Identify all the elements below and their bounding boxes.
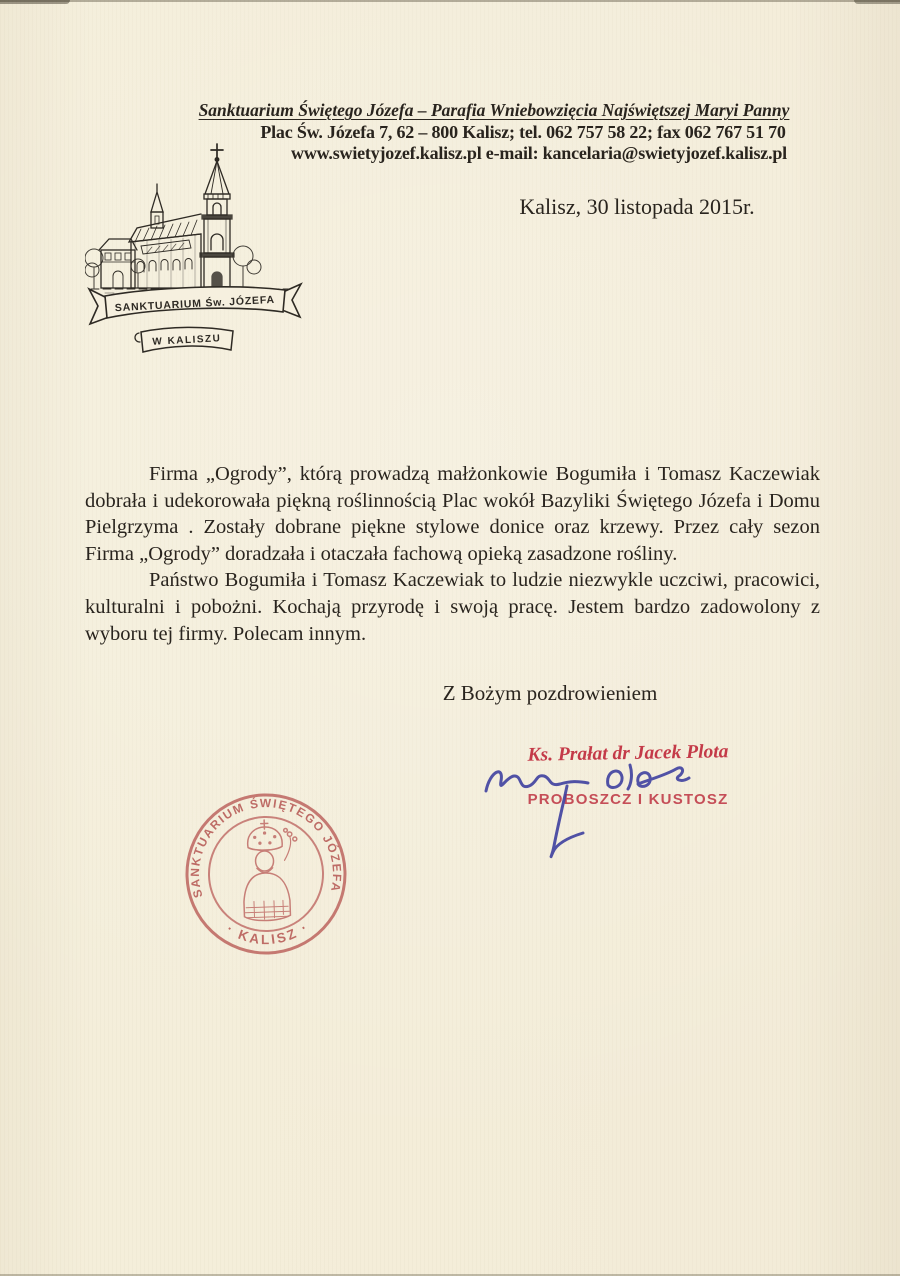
paragraph-2: Państwo Bogumiła i Tomasz Kaczewiak to ludzie niezwykle uczciwi, pracowici, kulturalni i pobożni. Kochają przyrodę i swoją pracę. Jestem bardzo zadowolony z wyboru tej firmy. Polecam innym.	[85, 569, 820, 645]
letterhead-address-phone: Plac Św. Józefa 7, 62 – 800 Kalisz; tel. 062 757 58 22; fax 062 767 51 70	[260, 121, 786, 142]
seal-saint-joseph-figure	[241, 819, 299, 921]
seal-arc-text: SANKTUARIUM ŚWIĘTEGO JÓZEFA	[187, 796, 345, 900]
signer-name-stamp: Ks. Prałat dr Jacek Plota	[527, 741, 729, 766]
handwritten-signature	[470, 753, 730, 871]
scan-artifact	[854, 0, 900, 4]
parish-seal-stamp	[181, 789, 351, 959]
paragraph-1: Firma „Ogrody”, którą prowadzą małżonkowie Bogumiła i Tomasz Kaczewiak dobrała i udekorowała piękną roślinnością Plac wokół Bazyliki Świętego Józefa i Domu Pielgrzyma . Zostały dobrane piękne stylowe donice oraz krzewy. Przez cały sezon Firma „Ogrody” doradzała i otaczała fachową opieką zasadzone rośliny.	[85, 463, 820, 565]
signature-ink-strokes	[486, 765, 689, 857]
signer-title-stamp: PROBOSZCZ I KUSTOSZ	[527, 791, 729, 808]
letterhead-web-email: www.swietyjozef.kalisz.pl e-mail: kancelaria@swietyjozef.kalisz.pl	[291, 143, 787, 163]
seal-bottom-text: · KALISZ ·	[224, 918, 312, 948]
letterhead-parish-name: Sanktuarium Świętego Józefa – Parafia Wniebowzięcia Najświętszej Maryi Panny	[198, 100, 790, 120]
logo-ribbon-text-2: W KALISZU	[152, 333, 222, 348]
church-drawing	[85, 144, 301, 352]
scan-edge-top	[0, 0, 900, 2]
church-logo-illustration	[85, 138, 305, 370]
scan-artifact	[0, 0, 70, 4]
letter-body	[85, 461, 820, 647]
logo-ribbon-text-1: SANKTUARIUM Św. JÓZEFA	[114, 293, 276, 315]
dateline: Kalisz, 30 listopada 2015r.	[519, 194, 755, 219]
closing-salutation: Z Bożym pozdrowieniem	[442, 681, 658, 705]
